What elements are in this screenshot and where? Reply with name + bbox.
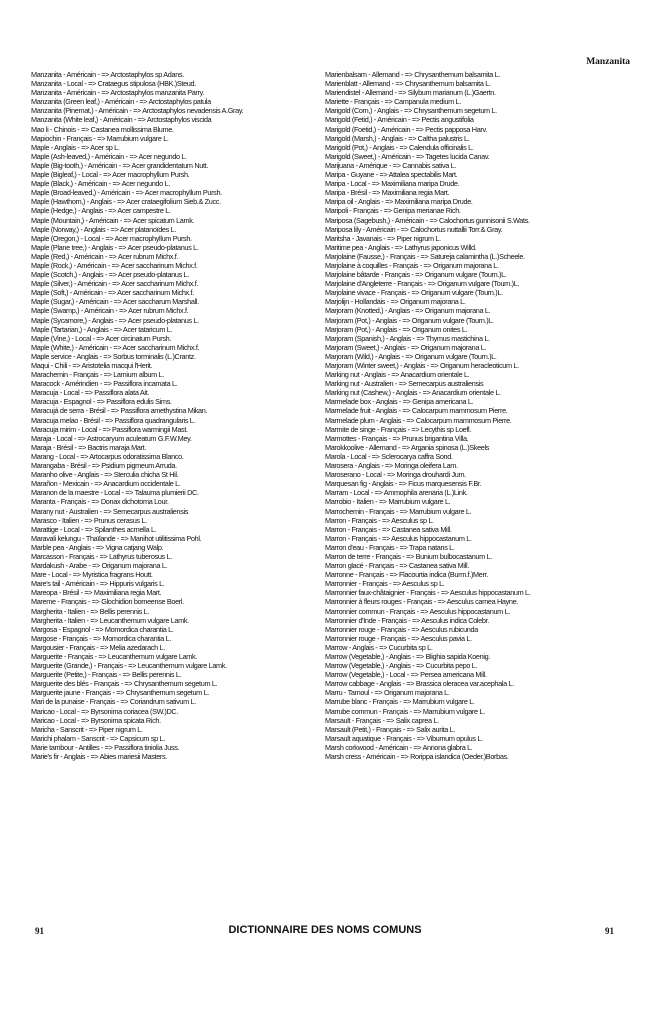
dictionary-entry: Maritsha - Javanais - => Piper nigrum L. — [325, 233, 441, 243]
dictionary-entry: Marienbalsam - Allemand - => Chrysanthemum balsamita L. — [325, 70, 501, 79]
dictionary-entry: Manzanita (White leaf,) - Américain - => Arctostaphylos viscida — [31, 115, 212, 125]
dictionary-entry: Marie tambour - Antilles - => Passiflora tiniolia Juss. — [31, 742, 180, 752]
dictionary-entry: Marguerite (Petite,) - Français - => Bellis perennis L. — [31, 670, 182, 680]
dictionary-entry: Margose - Français - => Momordica charantia L. — [31, 633, 172, 643]
dictionary-entry: Mareopa - Brésil - => Maximiliana regia Mart. — [31, 588, 162, 598]
dictionary-entry: Maroserano - Local - => Moringa drouhardi Jum. — [325, 470, 466, 480]
dictionary-entry: Marronnier - Français - => Aesculus sp L. — [325, 579, 445, 589]
dictionary-entry: Maranta - Français - => Donax dichotoma Lour. — [31, 497, 169, 507]
dictionary-entry: Marsh corkwood - Américain - => Annona glabra L. — [325, 742, 473, 752]
dictionary-entry: Marasco - Italien - => Prunus cerasus L. — [31, 515, 147, 525]
dictionary-entry: Marsh cress - Américain - => Rorippa islandica (Oeder.)Borbas. — [325, 752, 509, 762]
dictionary-entry: Mare - Local - => Myristica fragrans Houtt. — [31, 570, 153, 580]
dictionary-entry: Marjolijn - Hollandais - => Origanum majorana L. — [325, 297, 466, 307]
dictionary-entry: Maracuja - Espagnol - => Passiflora edulis Sims. — [31, 397, 172, 407]
dictionary-entry: Marsault aquatique - Français - => Viburnum opulus L. — [325, 733, 483, 743]
dictionary-entry: Mariendistel - Allemand - => Silybum marianum (L.)Gaertn. — [325, 88, 496, 98]
dictionary-entry: Marrow (Vegetable,) - Anglais - => Cucurbita pepo L. — [325, 661, 478, 671]
dictionary-entry: Marron d'eau - Français - => Trapa natans L. — [325, 542, 455, 552]
dictionary-entry: Manzanita - Local - => Crataegus stipulosa (HBK.)Steud. — [31, 79, 196, 89]
dictionary-entry: Maripa oil - Anglais - => Maximiliana maripa Drude. — [325, 197, 473, 207]
dictionary-entry: Maripa - Guyane - => Attalea spectabilis Mart. — [325, 170, 458, 180]
dictionary-entry: Mapiochin - Français - => Marrubium vulgare L. — [31, 133, 169, 143]
dictionary-entry: Maraja - Brésil - => Bactris maraja Mart. — [31, 442, 146, 452]
dictionary-entry: Marjoram (Spanish,) - Anglais - => Thymus mastichina L. — [325, 333, 490, 343]
dictionary-entry: Maripa - Brésil - => Maximiliana regia Mart. — [325, 188, 450, 198]
dictionary-entry: Marmottes - Français - => Prunus brigantina Villa. — [325, 433, 469, 443]
dictionary-entry: Marrow (Vegetable,) - Anglais - => Blighia sapida Koenig. — [325, 652, 491, 661]
dictionary-entry: Maple (Rock,) - Américain - => Acer saccharinum Michx.f. — [31, 260, 198, 270]
dictionary-entry: Marguerite - Français - => Leucanthemum vulgare Lamk. — [31, 652, 197, 661]
dictionary-entry: Marokkoolive - Allemand - => Argania spinosa (L.)Skeels — [325, 442, 490, 452]
dictionary-entry: Marigold (Foetid,) - Américain - => Pectis papposa Harv. — [325, 124, 487, 134]
dictionary-entry: Marrow - Anglais - => Cucurbita sp L. — [325, 642, 433, 652]
dictionary-entry: Maple (Norway,) - Anglais - => Acer platanoïdes L. — [31, 224, 177, 234]
dictionary-entry: Maranon de la maestre - Local - => Talauma plumierii DC. — [31, 488, 199, 498]
dictionary-entry: Maple (Hedge,) - Anglais - => Acer campestre L. — [31, 206, 171, 216]
dictionary-entry: Maple (Ash-leaved,) - Américain - => Acer negundo L. — [31, 151, 187, 161]
dictionary-entry: Marany nut - Australien - => Semecarpus australiensis — [31, 506, 189, 516]
dictionary-entry: Marosera - Anglais - => Moringa oleifera Lam. — [325, 461, 458, 471]
dictionary-entry: Maraja - Local - => Astrocaryum aculeatum G.F.W.Mey. — [31, 433, 192, 443]
dictionary-entry: Mariposa (Sagebush,) - Américain - => Calochortus gunnisonii S.Wats. — [325, 215, 530, 225]
dictionary-entry: Marron - Français - => Aesculus hippocastanum L. — [325, 533, 472, 543]
dictionary-entry: Marjoram (Pot,) - Anglais - => Origanum vulgare (Tourn.)L. — [325, 315, 494, 325]
dictionary-entry: Maracuja - Local - => Passiflora alata Ait. — [31, 388, 149, 398]
dictionary-entry: Maple (Scotch,) - Anglais - => Acer pseudo-platanus L. — [31, 270, 189, 280]
dictionary-entry: Maritime pea - Anglais - => Lathyrus japonicus Willd. — [325, 242, 477, 252]
dictionary-entry: Maple (Bigleaf,) - Local - => Acer macrophyllum Pursh. — [31, 170, 190, 180]
dictionary-entry: Marachemin - Français - => Lamium album L. — [31, 370, 164, 380]
page-number-left: 91 — [35, 926, 44, 936]
dictionary-entry: Marangaba - Brésil - => Psidium pigmeum Arruda. — [31, 461, 177, 471]
dictionary-entry: Marronnier commun - Français - => Aesculus hippocastanum L. — [325, 606, 510, 616]
dictionary-entry: Maple (Hawthorn,) - Anglais - => Acer crataegifolium Sieb.& Zucc. — [31, 197, 221, 207]
dictionary-entry: Marmelade fruit - Anglais - => Calocarpum mammosum Pierre. — [325, 406, 508, 416]
dictionary-entry: Marjoram (Knotted,) - Anglais - => Origanum majorana L. — [325, 306, 491, 316]
dictionary-entry: Manzanita - Américain - => Arctostaphylos manzanita Parry. — [31, 88, 205, 98]
dictionary-entry: Marañon - Mexicain - => Anacardium occidentale L. — [31, 479, 181, 489]
dictionary-entry: Mareme - Français - => Glochidion borneense Boerl. — [31, 597, 184, 607]
running-head: Manzanita — [586, 57, 630, 67]
dictionary-entry: Marola - Local - => Sclerocarya caffra Sond. — [325, 451, 453, 461]
dictionary-entry: Marquesan fig - Anglais - => Ficus marquesensis F.Br. — [325, 479, 482, 489]
dictionary-entry: Marguerite (Grande,) - Français - => Leucanthemum vulgare Lamk. — [31, 661, 227, 671]
dictionary-entry: Margousier - Français - => Melia azedarach L. — [31, 642, 165, 652]
dictionary-entry: Maple (Sugar,) - Américain - => Acer saccharum Marshall. — [31, 297, 199, 307]
dictionary-entry: Marking nut - Australien - => Semecarpus australiensis — [325, 379, 484, 389]
dictionary-entry: Marjoram (Wild,) - Anglais - => Origanum vulgare (Tourn.)L. — [325, 351, 497, 361]
dictionary-entry: Marmite de singe - Français - => Lecythis sp Loefl. — [325, 424, 471, 434]
dictionary-entry: Marronnier rouge - Français - => Aesculus pavia L. — [325, 633, 472, 643]
dictionary-entry: Maracock - Amérindien - => Passiflora incarnata L. — [31, 379, 178, 389]
dictionary-entry: Marble pea - Anglais - => Vigna catjang Walp. — [31, 542, 164, 552]
dictionary-entry: Marichi phalam - Sanscrit - => Capsicum sp L. — [31, 733, 165, 743]
dictionary-entry: Maple (Oregon,) - Local - => Acer macrophyllum Pursh. — [31, 233, 192, 243]
dictionary-entry: Marigold (Marsh,) - Anglais - => Caltha palustris L. — [325, 133, 470, 143]
dictionary-entry: Maracuja mirim - Local - => Passiflora warmingii Mast. — [31, 424, 188, 434]
dictionary-entry: Mardakush - Arabe - => Origanum majorana L. — [31, 561, 168, 571]
dictionary-entry: Maple (Soft,) - Américain - => Acer saccharinum Michx.f. — [31, 288, 194, 298]
dictionary-entry: Marrochemin - Français - => Marrubium vulgare L. — [325, 506, 472, 516]
dictionary-entry: Marjoram (Winter sweet,) - Anglais - => Origanum heracleoticum L. — [325, 361, 519, 370]
dictionary-entry: Marrobio - Italien - => Marrubium vulgare L. — [325, 497, 451, 507]
dictionary-entry: Marguerite des blés - Français - => Chrysanthemum segetum L. — [31, 679, 218, 689]
dictionary-entry: Marronnier rouge - Français - => Aesculus rubicunda — [325, 624, 478, 634]
dictionary-entry: Marcasson - Français - => Lathyrus tuberosus L. — [31, 551, 172, 561]
dictionary-entry: Marattige - Local - => Spilanthes acmella L. — [31, 524, 157, 534]
dictionary-entry: Maqui - Chili - => Aristotelia macqui l'Herit. — [31, 361, 153, 370]
dictionary-entry: Marron glacé - Français - => Castanea sativa Mill. — [325, 561, 469, 571]
dictionary-entry: Marmelade box - Anglais - => Genipa americana L. — [325, 397, 474, 407]
dictionary-entry: Marigold (Pot,) - Anglais - => Calendula officinalis L. — [325, 142, 474, 152]
dictionary-entry: Manzanita - Américain - => Arctostaphylos sp Adans. — [31, 70, 184, 79]
dictionary-entry: Maple service - Anglais - => Sorbus torminalis (L.)Crantz. — [31, 351, 196, 361]
footer-title: DICTIONNAIRE DES NOMS COMUNS — [228, 924, 422, 936]
dictionary-entry: Mare's tail - Américain - => Hippuris vulgaris L. — [31, 579, 165, 589]
page-number-right: 91 — [605, 926, 614, 936]
dictionary-entry: Maranho olive - Anglais - => Sterculia chicha St Hil. — [31, 470, 179, 480]
dictionary-entry: Maravali kelungu - Thaïlande - => Manihot utilitissima Pohl. — [31, 533, 202, 543]
dictionary-entry: Marsault - Français - => Salix caprea L. — [325, 715, 439, 725]
dictionary-entry: Maple (Tartarian,) - Anglais - => Acer tataricum L. — [31, 324, 173, 334]
dictionary-entry: Maple (Silver,) - Américain - => Acer saccharinum Michx.f. — [31, 279, 199, 289]
dictionary-entry: Margherita - Italien - => Bellis perennis L. — [31, 606, 150, 616]
dictionary-entry: Marsault (Petit,) - Français - => Salix aurita L. — [325, 724, 456, 734]
dictionary-entry: Maple (Broad-leaved,) - Américain - => Acer macrophyllum Pursh. — [31, 188, 222, 198]
dictionary-entry: Marmelade plum - Anglais - => Calocarpum mammosum Pierre. — [325, 415, 512, 425]
dictionary-entry: Marjoram (Pot,) - Anglais - => Origanum onites L. — [325, 324, 468, 334]
dictionary-entry: Maple (Vine,) - Local - => Acer circinatum Pursh. — [31, 333, 172, 343]
dictionary-entry: Maple (Red,) - Américain - => Acer rubrum Michx.f. — [31, 251, 179, 261]
dictionary-entry: Marron de terre - Français - => Bunium bulbocastanum L. — [325, 551, 492, 561]
dictionary-entry: Maple (Mountain,) - Américain - => Acer spicatum Lamk. — [31, 215, 195, 225]
dictionary-entry: Marguerite jaune - Français - => Chrysanthemum segetum L. — [31, 688, 209, 698]
dictionary-entry: Marrow (Vegetable,) - Local - => Persea americana Mill. — [325, 670, 487, 680]
dictionary-entry: Mari de la punaise - Français - => Coriandrum sativum L. — [31, 697, 196, 707]
dictionary-entry: Maracuja melao - Brésil - => Passiflora quadrangularis L. — [31, 415, 196, 425]
dictionary-entry: Maripoli - Français - => Genipa merianae Rich. — [325, 206, 461, 216]
dictionary-entry: Margosa - Espagnol - => Momordica charantia L. — [31, 624, 174, 634]
dictionary-entry: Mao li - Chinois - => Castanea mollissima Blume. — [31, 124, 174, 134]
dictionary-entry: Marjolaine d'Angleterre - Français - => Origanum vulgare (Tourn.)L. — [325, 279, 520, 289]
page-footer — [0, 926, 650, 940]
dictionary-entry: Maripa - Local - => Maximiliana maripa Drude. — [325, 179, 460, 189]
dictionary-entry: Maple (Swamp,) - Américain - => Acer rubrum Michx.f. — [31, 306, 189, 316]
dictionary-entry: Marronnier faux-châtaignier - Français - => Aesculus hippocastanum L. — [325, 588, 531, 598]
dictionary-entry: Marigold (Fetid,) - Américain - => Pectis angustifolia — [325, 115, 474, 125]
dictionary-entry: Marang - Local - => Artocarpus odoratissima Blanco. — [31, 451, 184, 461]
dictionary-entry: Maple (Plane tree,) - Anglais - => Acer pseudo-platanus L. — [31, 242, 199, 252]
right-column — [325, 70, 635, 761]
dictionary-entry: Marie's fir - Anglais - => Abies mariesii Masters. — [31, 752, 167, 762]
dictionary-entry: Marking nut - Anglais - => Anacardium orientale L. — [325, 370, 470, 380]
dictionary-entry: Marron - Français - => Castanea sativa Mill. — [325, 524, 452, 534]
dictionary-entry: Marjoram (Sweet,) - Anglais - => Origanum majorana L. — [325, 342, 487, 352]
dictionary-entry: Marronnier à fleurs rouges - Français - => Aesculus carnea Hayne. — [325, 597, 519, 607]
dictionary-entry: Marrube blanc - Français - => Marrubium vulgare L. — [325, 697, 475, 707]
dictionary-entry: Manzanita (Green leaf,) - Américain - => Arctostaphylos patula — [31, 97, 211, 107]
dictionary-entry: Marjolaine vivace - Français - => Origanum vulgare (Tourn.)L. — [325, 288, 503, 298]
dictionary-entry: Marronnier d'Inde - Français - => Aesculus indica Colebr. — [325, 615, 489, 625]
dictionary-entry: Marjolaine (Fausse,) - Français - => Satureja calamintha (L.)Scheele. — [325, 251, 525, 261]
dictionary-entry: Maple (Black,) - Américain - => Acer negundo L. — [31, 179, 170, 189]
dictionary-entry: Margherita - Italien - => Leucanthemum vulgare Lamk. — [31, 615, 189, 625]
dictionary-entry: Maple - Anglais - => Acer sp L. — [31, 142, 120, 152]
dictionary-entry: Marrube commun - Français - => Marrubium vulgare L. — [325, 706, 485, 716]
dictionary-entry: Maple (Big-tooth,) - Américain - => Acer grandidentatum Nutt. — [31, 160, 208, 170]
dictionary-entry: Marigold (Corn,) - Anglais - => Chrysanthemum segetum L. — [325, 106, 497, 116]
dictionary-entry: Manzanita (Pinemat,) - Américain - => Arctostaphylos nevadensis A.Gray. — [31, 106, 244, 116]
dictionary-entry: Marron - Français - => Aesculus sp L. — [325, 515, 434, 525]
dictionary-entry: Marram - Local - => Ammophila arenaria (L.)Link. — [325, 488, 468, 498]
dictionary-entry: Maracujá de serra - Brésil - => Passiflora amethystina Mikan. — [31, 406, 208, 416]
dictionary-entry: Marrow cabbage - Anglais - => Brassica oleracea var.acephala L. — [325, 679, 514, 689]
dictionary-entry: Marjolaine bâtarde - Français - => Origanum vulgare (Tourn.)L. — [325, 270, 507, 280]
dictionary-entry: Maple (Sycamore,) - Anglais - => Acer pseudo-platanus L. — [31, 315, 199, 325]
dictionary-entry: Mariette - Français - => Campanula medium L. — [325, 97, 461, 107]
dictionary-entry: Marigold (Sweet,) - Américain - => Tagetes lucida Canav. — [325, 151, 490, 161]
dictionary-entry: Marronne - Français - => Flacourtia indica (Burm.f.)Merr. — [325, 570, 488, 580]
dictionary-entry: Mariposa lily - Américain - => Calochortus nuttallii Torr.& Gray. — [325, 224, 503, 234]
dictionary-entry: Maple (White,) - Américain - => Acer saccharinum Michx.f. — [31, 342, 200, 352]
dictionary-entry: Maricao - Local - => Byrsonima coriacea (SW.)DC. — [31, 706, 179, 716]
dictionary-entry: Marijuana - Amérique - => Cannabis sativa L. — [325, 160, 457, 170]
dictionary-entry: Maricha - Sanscrit - => Piper nigrum L. — [31, 724, 143, 734]
dictionary-entry: Marking nut (Cashew,) - Anglais - => Anacardium orientale L. — [325, 388, 501, 398]
dictionary-entry: Marjolaine à coquilles - Français - => Origanum majorana L. — [325, 260, 499, 270]
dictionary-entry: Marru - Tamoul - => Origanum majorana L. — [325, 688, 450, 698]
dictionary-entry: Maricao - Local - => Byrsonima spicata Rich. — [31, 715, 161, 725]
dictionary-entry: Marienblatt - Allemand - => Chrysanthemum balsamita L. — [325, 79, 491, 89]
left-column — [31, 70, 301, 761]
